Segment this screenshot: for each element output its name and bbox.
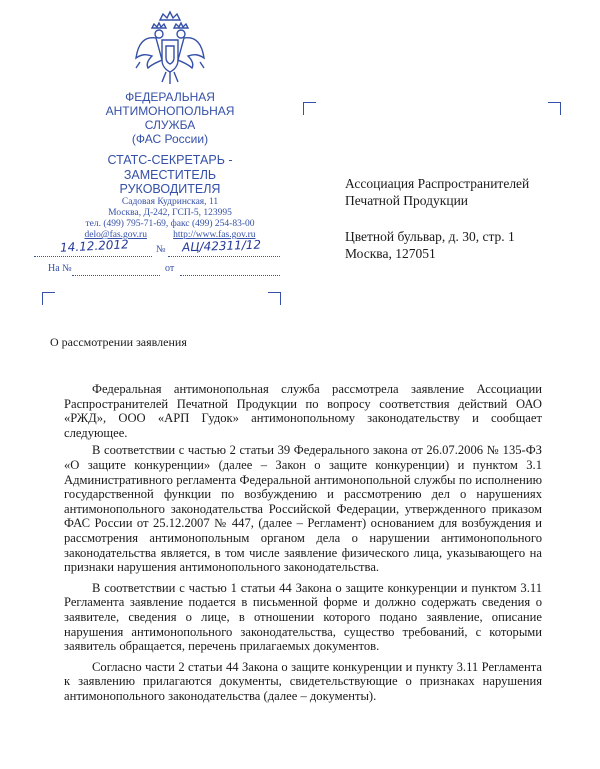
reply-from-label: от [165, 263, 175, 274]
org-line: СЛУЖБА [144, 118, 196, 132]
corner-mark [548, 102, 561, 115]
registration-date: 14.12.2012 [59, 237, 130, 255]
email-link[interactable]: delo@fas.gov.ru [84, 230, 147, 240]
body-paragraph: Согласно части 2 статьи 44 Закона о защите конкуренции и пункту 3.11 Регламента к заявлению прилагаются документы, свидетельствующие о признаках нарушения антимонопольного законодательства (далее – документы). [64, 659, 542, 703]
body-paragraph: В соответствии с частью 1 статьи 44 Закона о защите конкуренции и пунктом 3.11 Регламента заявление подается в письменной форме и должно содержать сведения о заявителе, сведения о лице, в отношении которого подано заявление, описание нарушения антимонопольного законодательства, существо требований, с которыми заявитель обращается, перечень прилагаемых документов. [64, 580, 542, 654]
letter-subject: О рассмотрении заявления [50, 335, 187, 349]
registration-number: АЦ/42311/12 [181, 237, 262, 255]
recipient-street: Цветной бульвар, д. 30, стр. 1 [345, 229, 515, 244]
website-link[interactable]: http://www.fas.gov.ru [173, 230, 256, 240]
contact-block [64, 197, 276, 241]
reply-date-underline [180, 275, 280, 276]
corner-mark [268, 292, 281, 305]
corner-mark [303, 102, 316, 115]
coat-of-arms-icon [130, 10, 210, 86]
phone-fax: тел. (499) 795-71-69, факс (499) 254-83-00 [85, 219, 255, 229]
corner-mark [42, 292, 55, 305]
body-paragraph: В соответствии с частью 2 статьи 39 Федерального закона от 26.07.2006 № 135-ФЗ «О защите конкуренции» (далее – Закон о защите конкуренции) и пунктом 3.1 Административного регламента Федеральной антимонопольной службы по исполнению государственной функции по возбуждению и рассмотрению дел о нарушениях антимонопольного законодательства Российской Федерации, утвержденного приказом ФАС России от 25.12.2007 № 447, (далее – Регламент) основанием для возбуждения и рассмотрения антимонопольным органом дела о нарушении антимонопольного законодательства является, в том числе заявление физического лица, указывающего на признаки нарушения антимонопольного законодательства. [64, 443, 542, 575]
reply-label: На № [48, 263, 72, 274]
position-line: ЗАМЕСТИТЕЛЬ [123, 167, 217, 182]
recipient-name: Печатной Продукции [345, 192, 469, 208]
org-line: ФЕДЕРАЛЬНАЯ [125, 90, 215, 104]
address-line: Москва, Д-242, ГСП-5, 123995 [108, 208, 232, 218]
org-line: АНТИМОНОПОЛЬНАЯ [105, 104, 235, 118]
body-paragraph: Федеральная антимонопольная служба рассмотрела заявление Ассоциации Распространителей Печатной Продукции по вопросу соответствия действий ОАО «РЖД», ООО «АРП Гудок» антимонопольному законодательству и сообщает следующее. [64, 382, 542, 440]
recipient-city: Москва, 127051 [345, 245, 436, 261]
position-line: СТАТС-СЕКРЕТАРЬ - [107, 153, 233, 167]
address-line: Садовая Кудринская, 11 [121, 197, 219, 207]
recipient-name: Ассоциация Распространителей [345, 176, 530, 191]
reply-number-underline [72, 275, 160, 276]
position-line: РУКОВОДИТЕЛЯ [119, 182, 221, 196]
number-label: № [156, 244, 166, 255]
number-underline [168, 256, 280, 257]
date-underline [34, 256, 152, 257]
official-position [90, 153, 250, 197]
letter-body [64, 382, 542, 703]
org-line: (ФАС России) [131, 132, 209, 146]
recipient-address [345, 176, 585, 262]
organization-name [90, 90, 250, 146]
